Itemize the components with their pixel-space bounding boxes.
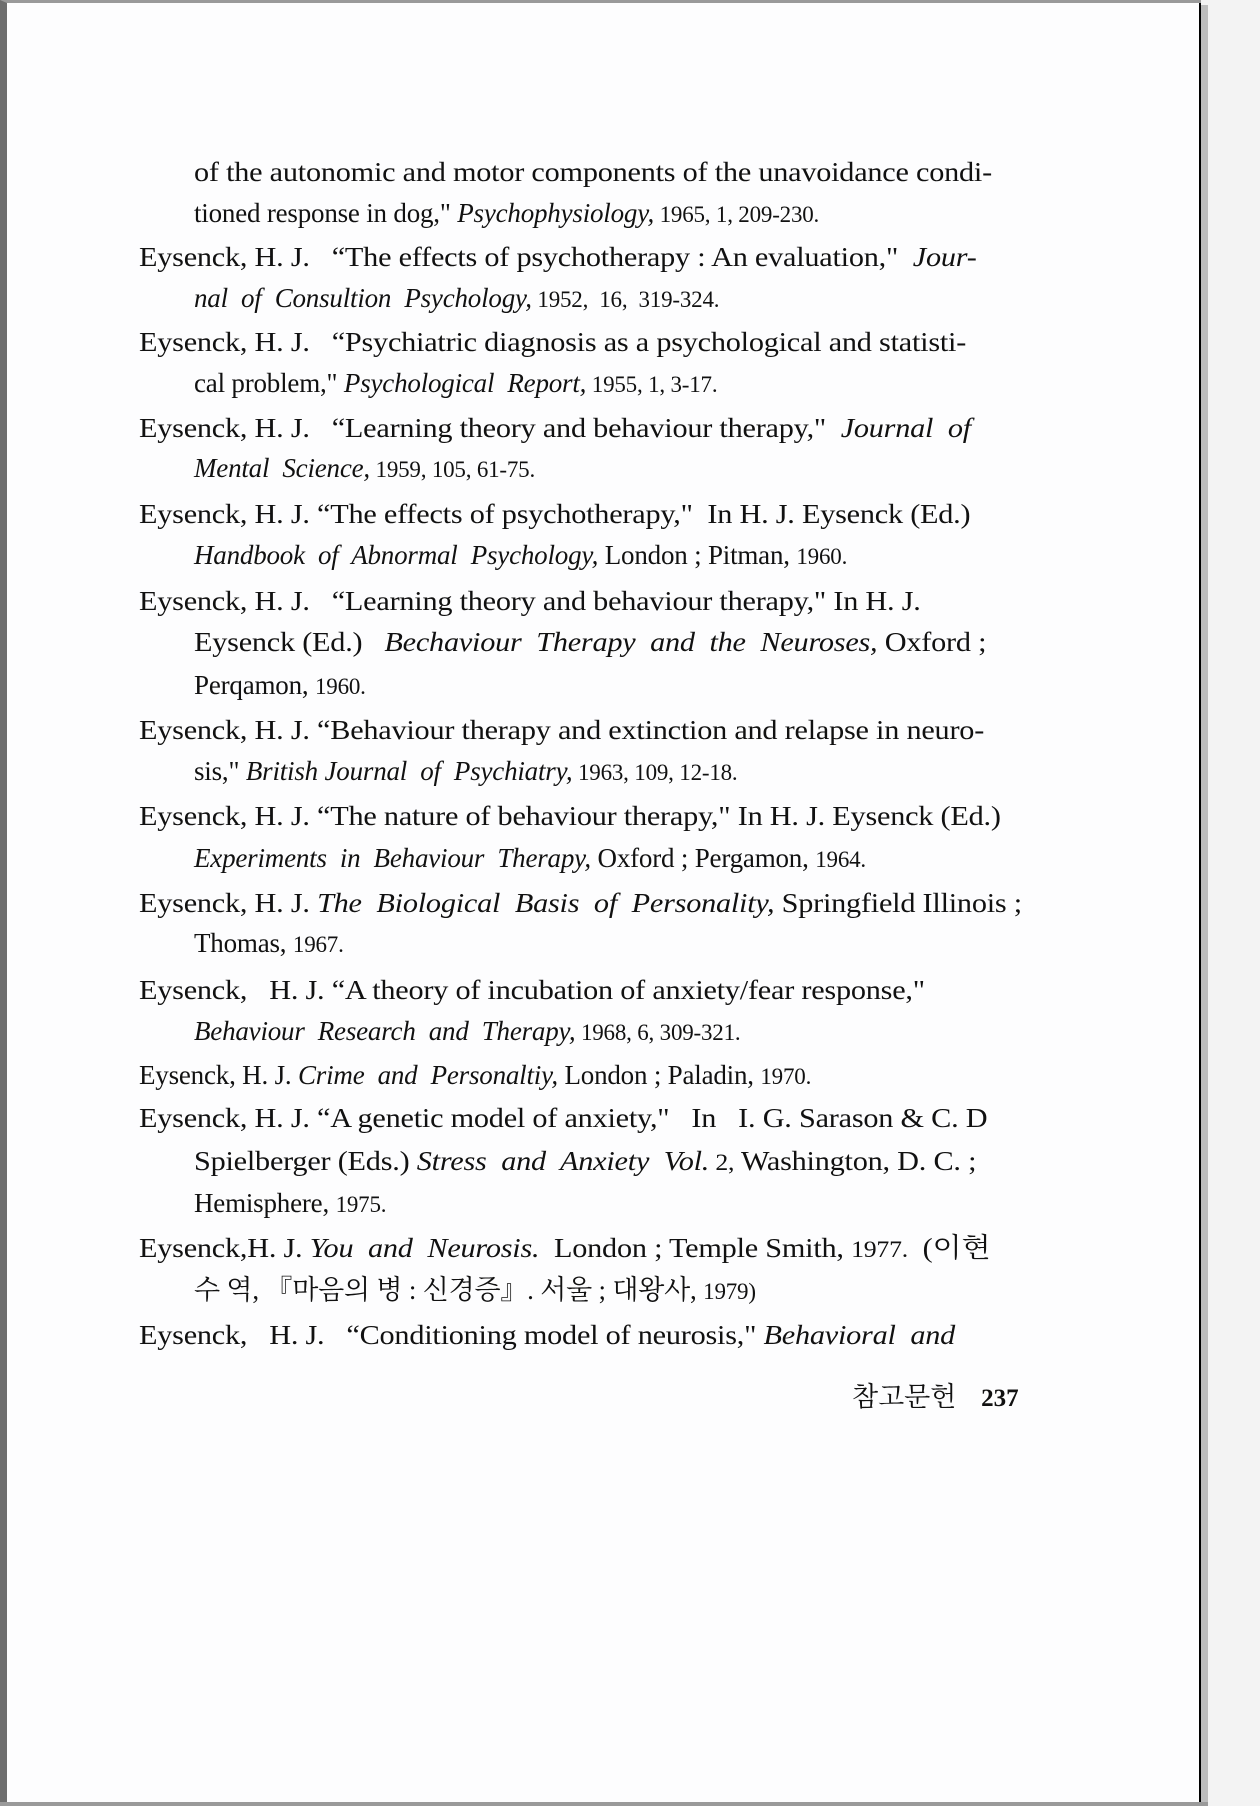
italic-title: British Journal of Psychiatry, <box>245 756 573 786</box>
reference-continuation-line <box>194 841 866 875</box>
reference-entry-line <box>139 1231 990 1265</box>
reference-text: Oxford ; <box>877 627 987 657</box>
reference-text: 1979) <box>703 1279 756 1304</box>
reference-text: London ; Pitman, <box>598 540 797 570</box>
italic-title: The Biological Basis of Personality, <box>317 888 775 918</box>
reference-text: Eysenck, H. J. “Learning theory and behaviour therapy," <box>139 413 841 443</box>
reference-continuation-line <box>194 926 344 960</box>
reference-text: of the autonomic and motor components of the unavoidance condi- <box>194 157 992 187</box>
italic-title: Journal of <box>840 413 971 443</box>
reference-text: Eysenck, H. J. <box>139 888 318 918</box>
italic-title: Crime and Personaltiy, <box>297 1060 558 1090</box>
reference-continuation-line <box>194 625 986 659</box>
italic-title: You and Neurosis. <box>309 1233 540 1263</box>
reference-text: Eysenck, H. J. “Conditioning model of neurosis," <box>139 1320 764 1350</box>
reference-continuation-line <box>194 1144 976 1178</box>
reference-entry-line <box>139 886 1022 920</box>
reference-entry-line <box>139 713 984 747</box>
reference-entry-line <box>139 411 971 445</box>
reference-entry-line <box>139 1318 955 1352</box>
reference-text: 1964. <box>815 847 866 872</box>
reference-text: 1955, 1, 3-17. <box>586 372 718 397</box>
reference-text: 1977. <box>851 1237 908 1262</box>
reference-text: Eysenck, H. J. “The effects of psychotherapy : An evaluation," <box>139 242 913 272</box>
reference-text: Eysenck, H. J. “The effects of psychotherapy," In H. J. Eysenck (Ed.) <box>139 499 971 529</box>
reference-text: Eysenck,H. J. <box>139 1233 310 1263</box>
reference-text: Eysenck, H. J. “Psychiatric diagnosis as a psychological and statisti- <box>139 327 967 357</box>
reference-entry-line <box>139 799 1001 833</box>
reference-text: Spielberger (Eds.) <box>194 1146 417 1176</box>
page-bottom-edge <box>0 1802 1208 1806</box>
reference-text: Eysenck, H. J. “The nature of behaviour therapy," In H. J. Eysenck (Ed.) <box>139 801 1001 831</box>
reference-text: London ; Paladin, <box>557 1060 761 1090</box>
reference-text: Eysenck (Ed.) <box>194 627 385 657</box>
reference-continuation-line <box>194 754 737 788</box>
page-number: 237 <box>981 1385 1019 1412</box>
reference-entry-line <box>139 973 925 1007</box>
reference-text: 1959, 105, 61-75. <box>369 457 536 482</box>
italic-title: nal of Consultion Psychology, <box>194 283 532 313</box>
reference-text: (이현 <box>907 1233 991 1263</box>
reference-text: 1965, 1, 209-230. <box>654 202 820 227</box>
reference-continuation-line <box>194 1273 756 1307</box>
reference-text: 1960. <box>796 544 848 569</box>
reference-text: Hemisphere, <box>194 1188 336 1218</box>
reference-continuation-line <box>194 155 992 189</box>
reference-text: London ; Temple Smith, <box>539 1233 852 1263</box>
page-right-shadow <box>1201 5 1208 1806</box>
reference-text: Eysenck, H. J. “Behaviour therapy and extinction and relapse in neuro- <box>139 715 985 745</box>
italic-title: Mental Science, <box>194 453 370 483</box>
reference-continuation-line <box>194 451 535 485</box>
italic-title: Experiments in Behaviour Therapy, <box>194 843 591 873</box>
reference-text: 1970. <box>760 1064 812 1089</box>
reference-entry-line <box>139 325 966 359</box>
reference-entry-line <box>139 1058 811 1092</box>
reference-continuation-line <box>194 366 717 400</box>
page-footer <box>852 1380 1019 1416</box>
reference-text: 2, <box>709 1150 735 1175</box>
italic-title: Jour- <box>912 242 977 272</box>
reference-text: 1967. <box>292 932 344 957</box>
reference-text: Eysenck, H. J. <box>139 1060 298 1090</box>
italic-title: Behavioral and <box>763 1320 956 1350</box>
italic-title: Stress and Anxiety Vol. <box>416 1146 710 1176</box>
reference-text: 1960. <box>314 674 366 699</box>
reference-entry-line <box>139 1101 987 1135</box>
reference-text: Washington, D. C. ; <box>734 1146 977 1176</box>
reference-text: Eysenck, H. J. “A genetic model of anxiety," In I. G. Sarason & C. D <box>139 1103 988 1133</box>
reference-continuation-line <box>194 1186 386 1220</box>
reference-text: sis," <box>194 756 246 786</box>
reference-text: Thomas, <box>194 928 293 958</box>
italic-title: Behaviour Research and Therapy, <box>194 1016 576 1046</box>
reference-entry-line <box>139 584 921 618</box>
reference-continuation-line <box>194 1014 740 1048</box>
reference-text: 1968, 6, 309-321. <box>575 1020 741 1045</box>
reference-text: cal problem," <box>194 368 344 398</box>
reference-continuation-line <box>194 196 819 230</box>
italic-title: Psychological Report, <box>343 368 587 398</box>
reference-text: 1975. <box>335 1192 387 1217</box>
reference-text: 1952, 16, 319-324. <box>531 287 720 312</box>
reference-entry-line <box>139 497 970 531</box>
reference-text: Eysenck, H. J. “Learning theory and behaviour therapy," In H. J. <box>139 586 921 616</box>
reference-text: Eysenck, H. J. “A theory of incubation of anxiety/fear response," <box>139 975 925 1005</box>
reference-continuation-line <box>194 668 366 702</box>
italic-title: Handbook of Abnormal Psychology, <box>194 540 599 570</box>
reference-continuation-line <box>194 538 847 572</box>
reference-entry-line <box>139 240 977 274</box>
italic-title: Bechaviour Therapy and the Neuroses, <box>384 627 878 657</box>
italic-title: Psychophysiology, <box>457 198 655 228</box>
section-title: 참고문헌 <box>852 1382 957 1412</box>
reference-continuation-line <box>194 281 719 315</box>
reference-text: Perqamon, <box>194 670 315 700</box>
reference-text: Springfield Illinois ; <box>774 888 1022 918</box>
reference-text: 1963, 109, 12-18. <box>572 760 738 785</box>
reference-text: 수 역, 『마음의 병 : 신경증』. 서울 ; 대왕사, <box>194 1275 704 1305</box>
reference-text: tioned response in dog," <box>194 198 458 228</box>
reference-text: Oxford ; Pergamon, <box>590 843 816 873</box>
